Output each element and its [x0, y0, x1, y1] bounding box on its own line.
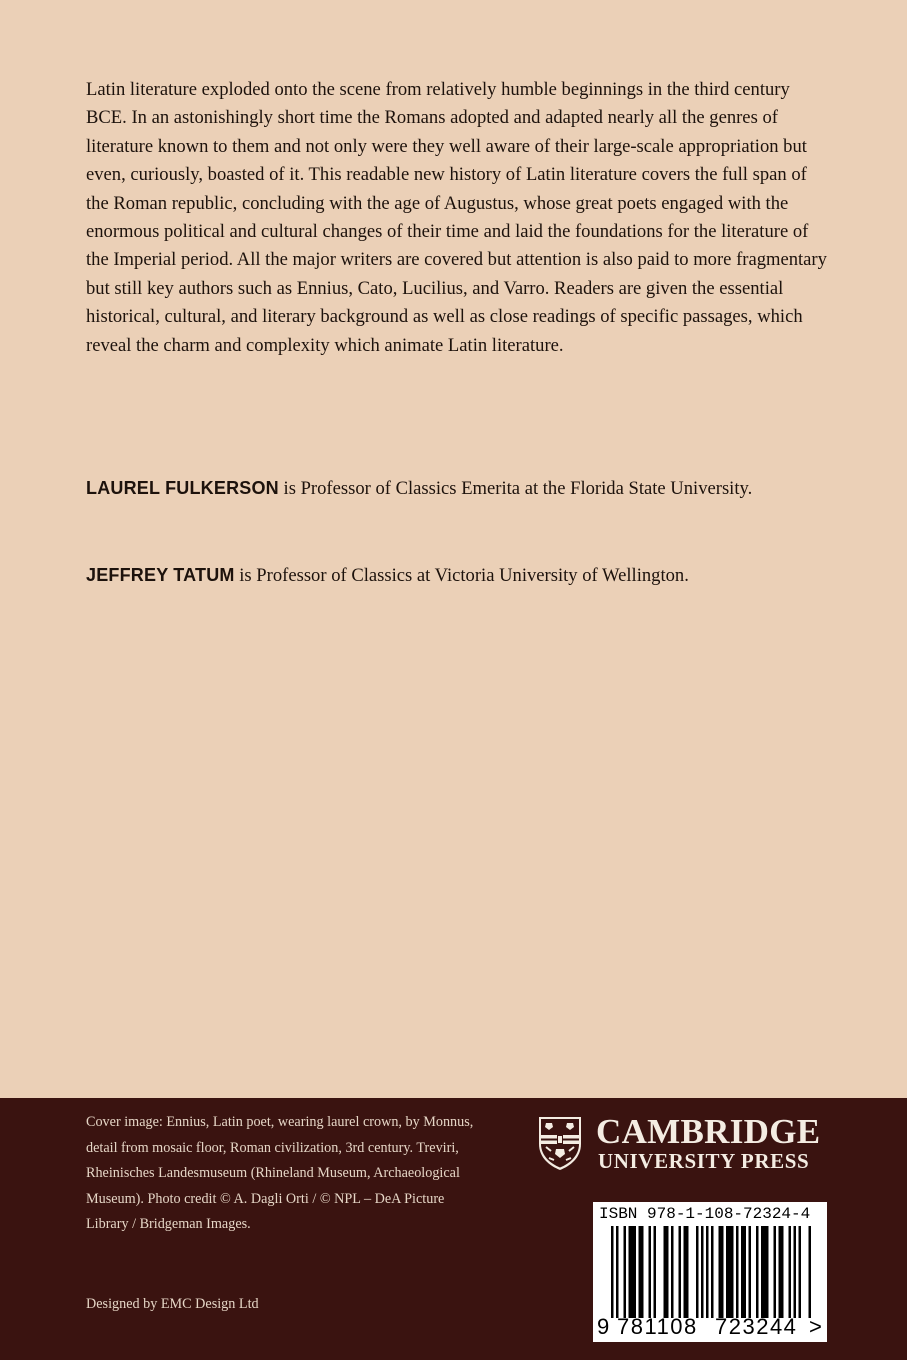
ean-end-mark: >: [809, 1314, 822, 1339]
publisher-name: CAMBRIDGE: [596, 1112, 821, 1151]
author-name: JEFFREY TATUM: [86, 565, 235, 585]
author-name: LAUREL FULKERSON: [86, 478, 279, 498]
author-bio-fulkerson: [86, 474, 830, 503]
publisher-logo: [536, 1112, 836, 1174]
barcode-bars: [597, 1226, 823, 1318]
ean-left-group: 781108: [617, 1314, 698, 1339]
cover-image-credit: Cover image: Ennius, Latin poet, wearing laurel crown, by Monnus, detail from mosaic floor, Roman civilization, 3rd century. Treviri, Rheinisches Landesmuseum (Rhineland Museum, Archaeological Museum). Photo credit © A. Dagli Orti / © NPL – DeA Picture Library / Bridgeman Images.: [86, 1114, 474, 1233]
designer-credit: Designed by EMC Design Ltd: [86, 1296, 259, 1312]
ean-digits: [597, 1314, 823, 1340]
ean-right-group: 723244: [715, 1314, 798, 1339]
ean-first-digit: 9: [597, 1314, 610, 1339]
cambridge-shield-icon: [536, 1114, 584, 1172]
author-bio-text: is Professor of Classics at Victoria University of Wellington.: [234, 565, 689, 586]
back-cover-footer: [0, 1098, 907, 1360]
book-description: Latin literature exploded onto the scene from relatively humble beginnings in the third century BCE. In an astonishingly short time the Romans adopted and adapted nearly all the genres of literature known to them and not only were they well aware of their large-scale appropriation but even, curiously, boasted of it. This readable new history of Latin literature covers the full span of the Roman republic, concluding with the age of Augustus, whose great poets engaged with the enormous political and cultural changes of their time and laid the foundations for the literature of the Imperial period. All the major writers are covered but attention is also paid to more fragmentary but still key authors such as Ennius, Cato, Lucilius, and Varro. Readers are given the essential historical, cultural, and literary background as well as close readings of specific passages, which reveal the charm and complexity which animate Latin literature.: [86, 79, 827, 356]
author-bio-tatum: [86, 561, 830, 590]
publisher-subtitle: UNIVERSITY PRESS: [598, 1149, 810, 1173]
isbn-label: ISBN 978-1-108-72324-4: [599, 1205, 811, 1223]
isbn-barcode: [593, 1202, 827, 1342]
author-bio-text: is Professor of Classics Emerita at the Florida State University.: [278, 478, 753, 499]
